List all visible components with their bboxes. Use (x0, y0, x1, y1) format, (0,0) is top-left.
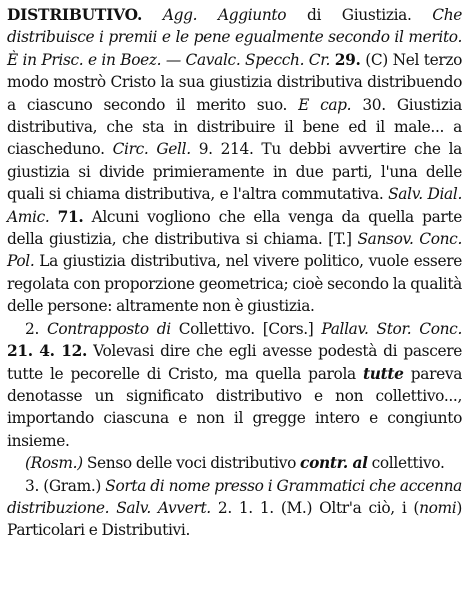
citation-source: Circ. Gell. (112, 140, 191, 159)
quotation: 9. 214. Tu debbi avvertire che la giustizia si divide primieramente in due parti, l'una delle quali si chiama distributiva, e l'altra commutativa. (7, 140, 462, 204)
emphasis: tutte (363, 364, 404, 383)
text-run: Giustizia. (341, 6, 412, 24)
text-run: di (156, 319, 171, 338)
source-tag: (Rosm.) (25, 454, 83, 473)
quotation: Alcuni vogliono che ella venga da quella parte della giustizia, che distributiva si chiama. [T.] (7, 207, 463, 249)
sense-number: 3. (Gram.) (25, 476, 102, 495)
text-run: ) Particolari e Distributivi. (7, 498, 463, 540)
entry-sense-3 (7, 475, 462, 542)
text-run: di (306, 6, 322, 24)
citation-number: 29. (334, 50, 361, 69)
text-run: collettivo. (371, 454, 445, 473)
text-run: nomi (419, 498, 457, 517)
citation-source: Sansov. Conc. Pol. (7, 230, 462, 271)
text-run: 2. 1. 1. (M.) Oltr'a ciò, i ( (217, 498, 420, 517)
headword: DISTRIBUTIVO. (7, 6, 143, 24)
quotation: La giustizia distributiva, nel vivere politico, vuole essere regolata con proporzione geometrica; cioè secondo la qualità delle persone: altramente non è giustizia. (7, 252, 462, 316)
definition: Sorta di nome presso i Grammatici che accenna distribuzione. Salv. Avvert. (7, 476, 462, 517)
text-run: Collettivo. [Cors.] (178, 319, 314, 338)
citation-number: 71. (57, 207, 84, 226)
entry-sense-2b (7, 452, 462, 474)
definition: Contrapposto (46, 319, 149, 338)
entry-sense-1 (7, 4, 462, 318)
part-of-speech: Agg. Aggiunto (162, 6, 287, 24)
definition: Che distribuisce i premii e le pene egualmente secondo il merito. È in Prisc. e in Boez. — Cavalc. Specch. Cr. (7, 6, 463, 69)
citation-number: 21. 4. 12. (7, 342, 87, 361)
abbreviation: contr. al (300, 454, 368, 473)
quotation: 30. Giustizia distributiva, che sta in distribuire il bene ed il male... a ciascheduno. (7, 95, 463, 159)
quotation: pareva denotasse un significato distributivo e non collettivo..., importando ciascuna e non il gregge intero e congiunto insieme. (7, 364, 463, 450)
definition: Senso delle voci distributivo (86, 454, 296, 473)
citation-source: E cap. (298, 95, 352, 114)
entry-sense-2 (7, 318, 462, 452)
sense-number: 2. (25, 319, 39, 338)
citation-source: Pallav. Stor. Conc. (321, 319, 462, 338)
quotation: (C) Nel terzo modo mostrò Cristo la sua giustizia distributiva distribuendo a ciascuno secondo il merito suo. (7, 50, 463, 114)
citation-source: Salv. Dial. Amic. (7, 185, 462, 226)
quotation: Volevasi dire che egli avesse podestà di pascere tutte le pecorelle di Cristo, ma quella parola (7, 342, 463, 383)
